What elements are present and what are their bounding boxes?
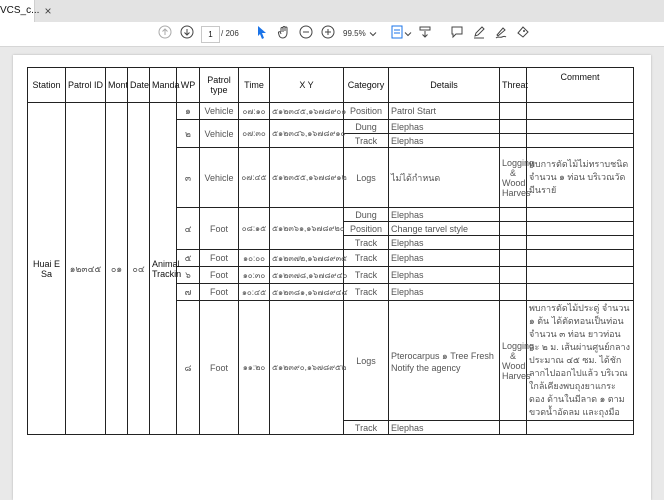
cell-time: ๑๑:๒๐ bbox=[239, 301, 270, 435]
header-xy: X Y bbox=[270, 68, 344, 103]
cell-details: Change tarvel style bbox=[389, 222, 500, 236]
cell-category: Position bbox=[344, 222, 389, 236]
cell-details: Elephas bbox=[389, 421, 500, 435]
cell-threat: Logging & Wood Harves bbox=[500, 148, 527, 208]
cell-threat: Logging & Wood Harves bbox=[500, 301, 527, 421]
cell-threat-empty bbox=[500, 222, 527, 236]
header-wp: WP bbox=[177, 68, 200, 103]
cell-category: Track bbox=[344, 284, 389, 301]
cell-comment-empty bbox=[527, 120, 634, 134]
document-tab[interactable] bbox=[0, 0, 40, 22]
header-patrol-type: Patrol type bbox=[200, 68, 239, 103]
header-comment: Comment bbox=[527, 68, 634, 103]
sign-icon[interactable] bbox=[492, 25, 510, 43]
cell-xy: ๕๑๒๓๔๖,๑๖๗๘๙๑๐ bbox=[270, 120, 344, 148]
cell-time: ๐๘:๑๕ bbox=[239, 208, 270, 250]
cell-wp: ๔ bbox=[177, 208, 200, 250]
cell-category: Track bbox=[344, 236, 389, 250]
zoom-out-icon[interactable] bbox=[297, 25, 315, 43]
header-date: Date bbox=[128, 68, 150, 103]
header-time: Time bbox=[239, 68, 270, 103]
header-mandate: Manda bbox=[150, 68, 177, 103]
cell-details: Patrol Start bbox=[389, 103, 500, 120]
cell-threat-empty bbox=[500, 284, 527, 301]
cell-category: Dung bbox=[344, 120, 389, 134]
cell-threat-empty bbox=[500, 267, 527, 284]
table-header-row bbox=[28, 68, 634, 103]
header-month: Mont bbox=[106, 68, 128, 103]
cell-details: Elephas bbox=[389, 120, 500, 134]
cell-patrol-type: Vehicle bbox=[200, 148, 239, 208]
cell-details: ไม่ได้กำหนด bbox=[389, 148, 500, 208]
header-station: Station bbox=[28, 68, 66, 103]
hand-icon[interactable] bbox=[275, 25, 293, 43]
cell-patrol-type: Vehicle bbox=[200, 120, 239, 148]
document-tab-title: VCS_c... bbox=[0, 5, 40, 16]
cell-details: Elephas bbox=[389, 267, 500, 284]
patrol-table bbox=[27, 67, 634, 435]
tab-bar bbox=[0, 0, 664, 23]
cell-xy: ๕๑๒๓๗๒,๑๖๗๘๙๓๕ bbox=[270, 250, 344, 267]
header-threat: Threat bbox=[500, 68, 527, 103]
cell-patrol-type: Vehicle bbox=[200, 103, 239, 120]
cell-comment-empty bbox=[527, 267, 634, 284]
cell-comment-empty bbox=[527, 236, 634, 250]
cell-xy: ๕๑๒๓๖๑,๑๖๗๘๙๒๐ bbox=[270, 208, 344, 250]
scroll-mode-icon[interactable] bbox=[416, 25, 434, 43]
cell-patrol-type: Foot bbox=[200, 208, 239, 250]
cell-patrol-type: Foot bbox=[200, 284, 239, 301]
cell-details: Elephas bbox=[389, 134, 500, 148]
cell-wp: ๑ bbox=[177, 103, 200, 120]
cell-time: ๐๗:๔๕ bbox=[239, 148, 270, 208]
cell-patrol-type: Foot bbox=[200, 267, 239, 284]
fit-dropdown-icon[interactable] bbox=[403, 25, 413, 43]
arrow-down-icon[interactable] bbox=[178, 25, 196, 43]
cell-comment-empty bbox=[527, 134, 634, 148]
cell-comment: พบการตัดไม้ประดู่ จำนวน ๑ ต้น ได้ตัดทอนเป็นท่อน จำนวน ๓ ท่อน ยาวท่อนละ ๒ ม. เส้นผ่านศูนย์กลางประมาณ ๔๕ ซม. ได้ชักลากไปออกไปแล้ว บริเวณใกล้เคียงพบถุงยาแกระดอง ด้านในมีลาด ๑ ตาม ขวดน้ำอัดลม และถุงมือ bbox=[527, 301, 634, 421]
cell-comment-empty bbox=[527, 208, 634, 222]
cell-comment-empty bbox=[527, 103, 634, 120]
cell-category: Logs bbox=[344, 301, 389, 421]
cell-time: ๐๗:๑๐ bbox=[239, 103, 270, 120]
cell-threat-empty bbox=[500, 134, 527, 148]
cell-threat-empty bbox=[500, 120, 527, 134]
cell-category: Track bbox=[344, 250, 389, 267]
cell-patrol-type: Foot bbox=[200, 301, 239, 435]
zoom-in-icon[interactable] bbox=[319, 25, 337, 43]
header-category: Category bbox=[344, 68, 389, 103]
cell-details: Elephas bbox=[389, 208, 500, 222]
cell-threat-empty bbox=[500, 250, 527, 267]
zoom-value: 99.5% bbox=[343, 29, 366, 38]
cell-comment-empty bbox=[527, 250, 634, 267]
cell-time: ๑๐:๐๐ bbox=[239, 250, 270, 267]
tab-close-icon[interactable]: × bbox=[44, 4, 52, 18]
cell-category: Logs bbox=[344, 148, 389, 208]
stamp-icon[interactable] bbox=[514, 25, 532, 43]
cell-details: Elephas bbox=[389, 236, 500, 250]
cell-xy: ๕๑๒๓๔๕,๑๖๗๘๙๐๑ bbox=[270, 103, 344, 120]
cell-comment-empty bbox=[527, 421, 634, 435]
cell-wp: ๗ bbox=[177, 284, 200, 301]
zoom-dropdown-icon[interactable] bbox=[368, 25, 378, 43]
table-body bbox=[28, 103, 634, 435]
cell-wp: ๓ bbox=[177, 148, 200, 208]
page-number-input[interactable]: 1 bbox=[201, 26, 220, 43]
cell-xy: ๕๑๒๓๗๘,๑๖๗๘๙๔๐ bbox=[270, 267, 344, 284]
cell-xy: ๕๑๒๓๘๑,๑๖๗๘๙๔๔ bbox=[270, 284, 344, 301]
comment-icon[interactable] bbox=[448, 25, 466, 43]
cell-time: ๑๐:๔๕ bbox=[239, 284, 270, 301]
cell-threat-empty bbox=[500, 421, 527, 435]
cell-date: ๐๔ bbox=[128, 103, 150, 435]
cell-comment: พบการตัดไม้ไม่ทราบชนิด จำนวน ๑ ท่อน บริเวณวัดมีนรายั bbox=[527, 148, 634, 208]
cell-wp: ๕ bbox=[177, 250, 200, 267]
cell-category: Position bbox=[344, 103, 389, 120]
cell-comment-empty bbox=[527, 284, 634, 301]
cell-comment-empty bbox=[527, 222, 634, 236]
cell-category: Dung bbox=[344, 208, 389, 222]
cell-xy: ๕๑๒๓๕๕,๑๖๗๘๙๑๒ bbox=[270, 148, 344, 208]
cell-patrol-id: ๑๒๓๔๕ bbox=[66, 103, 106, 435]
cell-mandate: Animal Trackin bbox=[150, 103, 177, 435]
header-details: Details bbox=[389, 68, 500, 103]
cell-category: Track bbox=[344, 267, 389, 284]
cell-patrol-type: Foot bbox=[200, 250, 239, 267]
cell-time: ๐๗:๓๐ bbox=[239, 120, 270, 148]
cell-wp: ๒ bbox=[177, 120, 200, 148]
page-total: / 206 bbox=[221, 29, 239, 38]
pen-icon[interactable] bbox=[470, 25, 488, 43]
cell-details: Elephas bbox=[389, 284, 500, 301]
pdf-page bbox=[13, 55, 651, 500]
cell-threat-empty bbox=[500, 236, 527, 250]
pdf-toolbar bbox=[0, 22, 664, 47]
cell-station: Huai E Sa bbox=[28, 103, 66, 435]
cell-month: ๐๑ bbox=[106, 103, 128, 435]
cell-details: Elephas bbox=[389, 250, 500, 267]
cell-threat-empty bbox=[500, 208, 527, 222]
cell-threat-empty bbox=[500, 103, 527, 120]
document-viewer[interactable] bbox=[0, 47, 664, 500]
pointer-icon[interactable] bbox=[253, 25, 271, 43]
cell-time: ๑๐:๓๐ bbox=[239, 267, 270, 284]
cell-category: Track bbox=[344, 134, 389, 148]
cell-category: Track bbox=[344, 421, 389, 435]
header-patrol-id: Patrol ID bbox=[66, 68, 106, 103]
arrow-up-icon[interactable] bbox=[156, 25, 174, 43]
cell-details: Pterocarpus ๑ Tree Fresh Notify the agency bbox=[389, 301, 500, 421]
table-row bbox=[28, 103, 634, 120]
cell-xy: ๕๑๒๓๙๐,๑๖๗๘๙๕๒ bbox=[270, 301, 344, 435]
cell-wp: ๘ bbox=[177, 301, 200, 435]
cell-wp: ๖ bbox=[177, 267, 200, 284]
